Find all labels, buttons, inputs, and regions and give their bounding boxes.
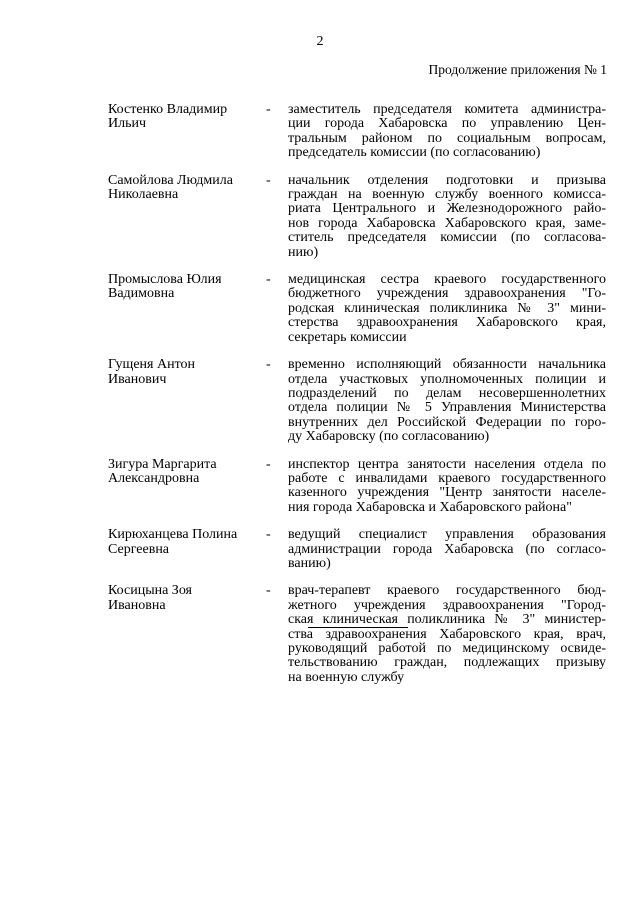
member-name-line: Гущеня Антон <box>108 357 196 373</box>
member-name <box>108 174 266 260</box>
member-role-line: медицинская сестра краевого государственного <box>288 272 606 288</box>
appendix-note: Продолжение приложения № 1 <box>428 62 607 77</box>
member-role-line: временно исполняющий обязанности начальника <box>288 357 606 373</box>
member-row <box>108 103 606 161</box>
member-role-line: ния города Хабаровска и Хабаровского района" <box>288 499 572 515</box>
member-name-line: Николаевна <box>108 187 179 203</box>
member-row <box>108 174 606 260</box>
member-name-line: Косицына Зоя <box>108 583 192 599</box>
member-role-line: председатель комиссии (по согласованию) <box>288 145 541 161</box>
member-dash: - <box>266 357 271 373</box>
member-dash: - <box>266 527 271 543</box>
member-name-line: Сергеевна <box>108 541 170 557</box>
member-role-line: родская клиническая поликлиника № 3" мини- <box>288 300 606 316</box>
member-name-line: Ивановна <box>108 597 166 613</box>
member-name-line: Кирюханцева Полина <box>108 527 238 543</box>
member-role <box>288 358 606 444</box>
member-role-line: врач-терапевт краевого государственного бюд- <box>288 583 606 599</box>
member-role-line: казенного учреждения "Центр занятости населе- <box>288 485 606 501</box>
member-role-line: риата Центрального и Железнодорожного райо- <box>288 201 606 217</box>
member-role-line: администрации города Хабаровска (по согласо- <box>288 541 606 557</box>
member-role-line: ведущий специалист управления образования <box>288 527 606 543</box>
member-role-line: работе с инвалидами краевого государственного <box>288 470 606 486</box>
member-name <box>108 458 266 516</box>
member-role-line: нию) <box>288 244 319 260</box>
member-role-line: ции города Хабаровска по управлению Цен- <box>288 116 606 132</box>
member-role-line: жетного учреждения здравоохранения "Город- <box>288 597 606 613</box>
member-name-line: Александровна <box>108 470 200 486</box>
member-role-line: отдела полиции № 5 Управления Министерства <box>288 400 606 416</box>
member-role <box>288 103 606 161</box>
member-role-line: ванию) <box>288 555 331 571</box>
member-row <box>108 458 606 516</box>
member-name-line: Ильич <box>108 116 147 132</box>
member-role-line: на военную службу <box>288 669 405 685</box>
member-role-line: отдела участковых уполномоченных полиции и <box>288 371 606 387</box>
member-name <box>108 103 266 161</box>
member-role <box>288 584 606 685</box>
member-role-line: ская клиническая поликлиника № 3" министер- <box>288 612 606 628</box>
member-name-line: Самойлова Людмила <box>108 172 233 188</box>
member-name-line: Вадимовна <box>108 286 175 302</box>
member-role-line: секретарь комиссии <box>288 329 407 345</box>
member-role <box>288 458 606 516</box>
member-role-line: руководящий работой по медицинскому освиде- <box>288 641 606 656</box>
member-role-line: граждан на военную службу военного комисса- <box>288 187 606 203</box>
member-role <box>288 174 606 260</box>
member-row <box>108 273 606 345</box>
member-name <box>108 528 266 571</box>
member-name <box>108 273 266 345</box>
member-role <box>288 528 606 571</box>
member-role-line: ства здравоохранения Хабаровского края, врач, <box>288 626 606 642</box>
member-role-line: внутренних дел Российской Федерации по горо- <box>288 414 606 430</box>
member-name <box>108 358 266 444</box>
member-dash: - <box>266 102 271 117</box>
member-dash: - <box>266 172 271 188</box>
member-role-line: инспектор центра занятости населения отдела по <box>288 456 606 472</box>
end-divider-line <box>308 627 408 628</box>
member-name-line: Промыслова Юлия <box>108 272 222 288</box>
member-name-line: Зигура Маргарита <box>108 456 217 472</box>
member-role-line: тральным районом по социальным вопросам, <box>288 130 606 146</box>
member-role-line: ду Хабаровску (по согласованию) <box>288 429 490 445</box>
member-role-line: нов города Хабаровска Хабаровского края, заме- <box>288 215 606 231</box>
commission-members-list <box>108 103 606 698</box>
member-role-line: начальник отделения подготовки и призыва <box>288 172 606 188</box>
member-role-line: стерства здравоохранения Хабаровского края, <box>288 315 606 331</box>
member-name <box>108 584 266 685</box>
member-dash: - <box>266 272 271 288</box>
member-row <box>108 528 606 571</box>
member-role-line: ститель председателя комиссии (по согласова- <box>288 230 606 246</box>
member-role-line: бюджетного учреждения здравоохранения "Го- <box>288 286 606 302</box>
member-role-line: подразделений по делам несовершеннолетних <box>288 385 606 401</box>
member-name-line: Иванович <box>108 371 167 387</box>
member-row <box>108 584 606 685</box>
member-dash: - <box>266 456 271 472</box>
member-role <box>288 273 606 345</box>
member-row <box>108 358 606 444</box>
member-dash: - <box>266 583 271 599</box>
member-role-line: заместитель председателя комитета администра- <box>288 102 606 117</box>
member-role-line: тельствованию граждан, подлежащих призыву <box>288 655 606 671</box>
member-name-line: Костенко Владимир <box>108 102 228 117</box>
page-number: 2 <box>316 34 324 49</box>
